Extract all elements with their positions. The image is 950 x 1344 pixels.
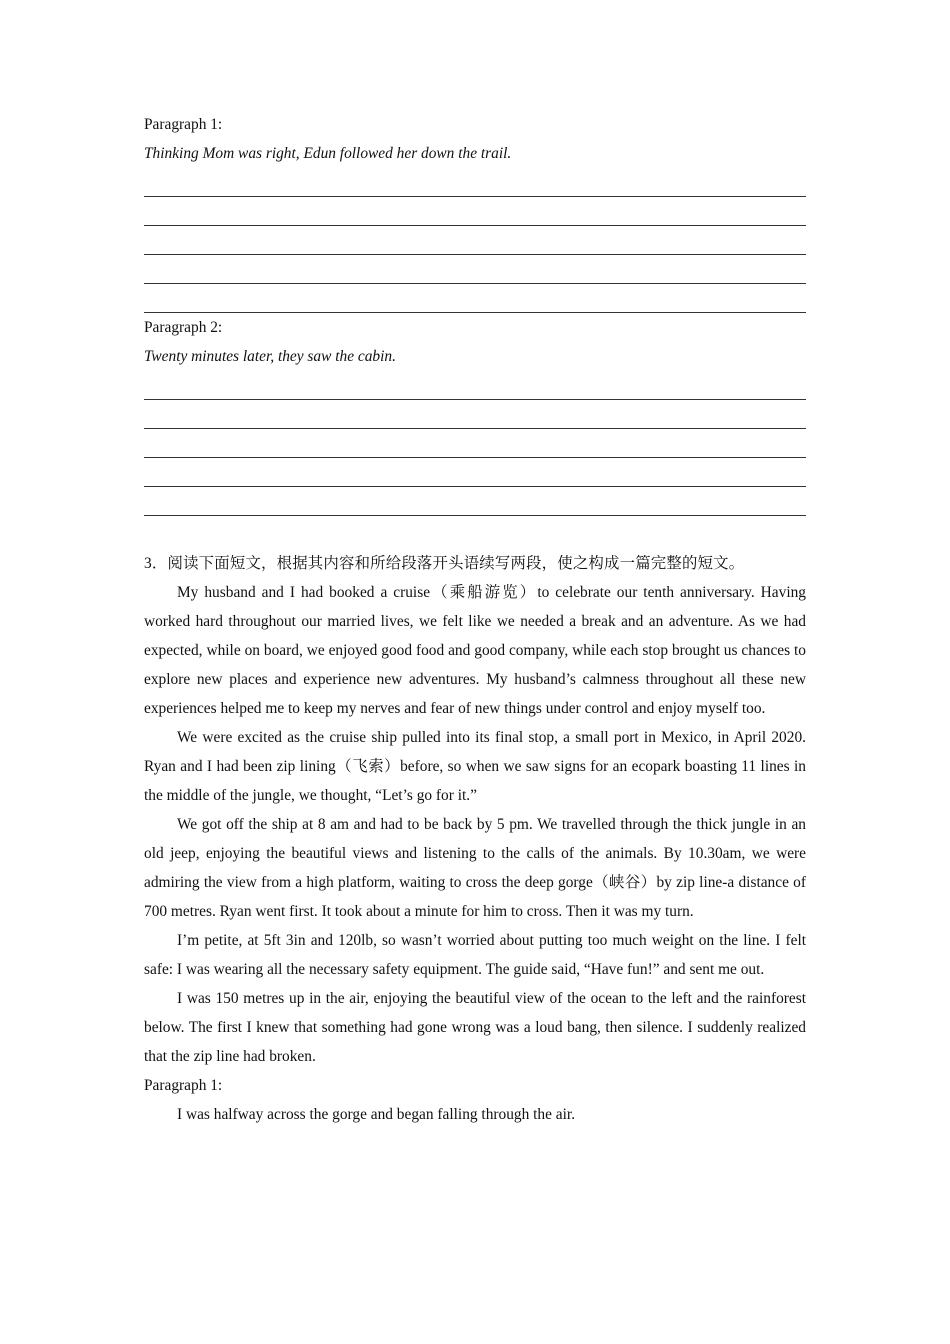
writing-line[interactable]: [144, 371, 806, 400]
story-paragraph: I’m petite, at 5ft 3in and 120lb, so wasn’t worried about putting too much weight on the line. I felt safe: I was wearing all the necessary safety equipment. The guide said, “Have fun!” and sent me out.: [144, 932, 806, 978]
story-paragraph: I was 150 metres up in the air, enjoying the beautiful view of the ocean to the left and the rainforest below. The first I knew that something had gone wrong was a loud bang, then silence. I suddenly realized that the zip line had broken.: [144, 990, 806, 1065]
question-3-paragraph-1-opening: I was halfway across the gorge and began falling through the air.: [177, 1106, 576, 1123]
paragraph-1-opening: Thinking Mom was right, Edun followed her down the trail.: [144, 145, 512, 162]
writing-line[interactable]: [144, 458, 806, 487]
story-paragraph: My husband and I had booked a cruise（乘船游览）to celebrate our tenth anniversary. Having worked hard throughout our married lives, we felt like we needed a break and an adventure. As we had expected, while on board, we enjoyed good food and good company, while each stop brought us chances to explore new places and experience new adventures. My husband’s calmness throughout all these new experiences helped me to keep my nerves and fear of new things under control and enjoy myself too.: [144, 584, 806, 717]
document-page: [144, 110, 806, 1129]
paragraph-2-opening: Twenty minutes later, they saw the cabin.: [144, 348, 396, 365]
writing-line[interactable]: [144, 226, 806, 255]
writing-line[interactable]: [144, 255, 806, 284]
question-3-heading: 3．阅读下面短文，根据其内容和所给段落开头语续写两段，使之构成一篇完整的短文。: [144, 555, 745, 572]
paragraph-2-label: Paragraph 2:: [144, 319, 223, 336]
question-3-paragraph-1-label: Paragraph 1:: [144, 1077, 223, 1094]
writing-line[interactable]: [144, 487, 806, 516]
paragraph-1-label: Paragraph 1:: [144, 116, 223, 133]
writing-line[interactable]: [144, 284, 806, 313]
writing-line[interactable]: [144, 197, 806, 226]
writing-line[interactable]: [144, 400, 806, 429]
story-paragraph: We got off the ship at 8 am and had to be back by 5 pm. We travelled through the thick jungle in an old jeep, enjoying the beautiful views and listening to the calls of the animals. By 10.30am, we were admiring the view from a high platform, waiting to cross the deep gorge（峡谷）by zip line-a distance of 700 metres. Ryan went first. It took about a minute for him to cross. Then it was my turn.: [144, 816, 806, 920]
writing-line[interactable]: [144, 168, 806, 197]
story-paragraph: We were excited as the cruise ship pulled into its final stop, a small port in Mexico, in April 2020. Ryan and I had been zip lining（飞索）before, so when we saw signs for an ecopark boasting 11 lines in the middle of the jungle, we thought, “Let’s go for it.”: [144, 729, 806, 804]
writing-line[interactable]: [144, 429, 806, 458]
